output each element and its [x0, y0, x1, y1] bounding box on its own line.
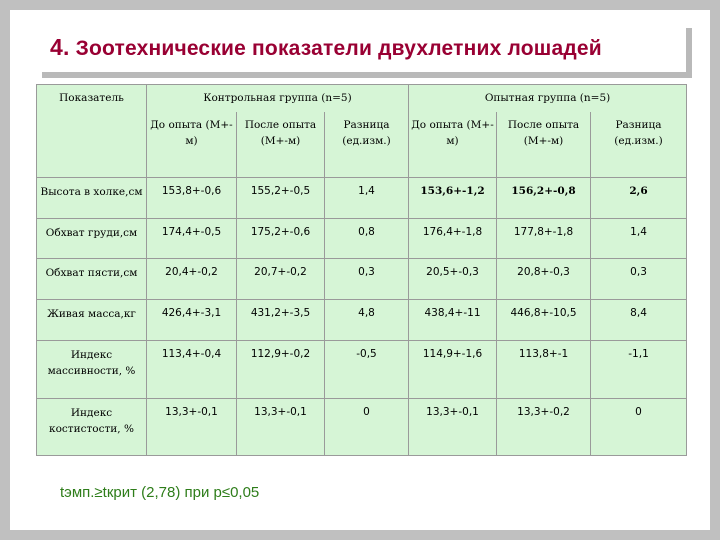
- table-cell: 13,3+-0,2: [497, 398, 591, 455]
- table-cell: 8,4: [591, 300, 687, 341]
- subheader-cell: Разница (ед.изм.): [591, 112, 687, 178]
- header-test-group: Опытная группа (n=5): [409, 85, 687, 112]
- subheader-cell: До опыта (М+-м): [147, 112, 237, 178]
- table-cell: 153,8+-0,6: [147, 177, 237, 218]
- table-cell: 1,4: [325, 177, 409, 218]
- subheader-cell: После опыта (М+-м): [497, 112, 591, 178]
- table-cell: 446,8+-10,5: [497, 300, 591, 341]
- table-cell: 2,6: [591, 177, 687, 218]
- table-cell: 0,3: [325, 259, 409, 300]
- table-row: [37, 218, 687, 259]
- header-indicator: Показатель: [37, 85, 147, 178]
- table-row: [37, 300, 687, 341]
- table-cell: 113,8+-1: [497, 341, 591, 398]
- table-cell: 20,7+-0,2: [237, 259, 325, 300]
- header-control-group: Контрольная группа (n=5): [147, 85, 409, 112]
- table-cell: 0: [591, 398, 687, 455]
- data-table: [36, 84, 687, 456]
- table-cell: 438,4+-11: [409, 300, 497, 341]
- table-cell: 1,4: [591, 218, 687, 259]
- table-row: [37, 341, 687, 398]
- slide-title: [36, 34, 602, 61]
- table-cell: 153,6+-1,2: [409, 177, 497, 218]
- table-cell: 174,4+-0,5: [147, 218, 237, 259]
- significance-footnote: tэмп.≥tкрит (2,78) при p≤0,05: [60, 484, 260, 501]
- table-cell: 13,3+-0,1: [409, 398, 497, 455]
- table-cell: 177,8+-1,8: [497, 218, 591, 259]
- row-label: Обхват груди,см: [37, 218, 147, 259]
- table-cell: 176,4+-1,8: [409, 218, 497, 259]
- subheader-cell: После опыта (М+-м): [237, 112, 325, 178]
- table-cell: 20,8+-0,3: [497, 259, 591, 300]
- table-cell: -0,5: [325, 341, 409, 398]
- table-cell: 156,2+-0,8: [497, 177, 591, 218]
- table-cell: 4,8: [325, 300, 409, 341]
- table-row: [37, 259, 687, 300]
- table-cell: 0,8: [325, 218, 409, 259]
- table-cell: 431,2+-3,5: [237, 300, 325, 341]
- table-row: [37, 398, 687, 455]
- table-cell: 20,5+-0,3: [409, 259, 497, 300]
- table-row: [37, 177, 687, 218]
- title-text: Зоотехнические показатели двухлетних лошадей: [75, 36, 602, 60]
- table-cell: 155,2+-0,5: [237, 177, 325, 218]
- title-box: [36, 22, 686, 72]
- table-cell: 0: [325, 398, 409, 455]
- row-label: Индекс массивности, %: [37, 341, 147, 398]
- table-cell: 13,3+-0,1: [147, 398, 237, 455]
- table-cell: 20,4+-0,2: [147, 259, 237, 300]
- table-cell: 114,9+-1,6: [409, 341, 497, 398]
- header-row: [37, 85, 687, 112]
- table-cell: 112,9+-0,2: [237, 341, 325, 398]
- table-cell: 0,3: [591, 259, 687, 300]
- table-cell: 426,4+-3,1: [147, 300, 237, 341]
- subheader-cell: До опыта (М+-м): [409, 112, 497, 178]
- row-label: Высота в холке,см: [37, 177, 147, 218]
- title-number: 4.: [50, 33, 70, 60]
- table-cell: 13,3+-0,1: [237, 398, 325, 455]
- table-cell: -1,1: [591, 341, 687, 398]
- table-cell: 175,2+-0,6: [237, 218, 325, 259]
- subheader-cell: Разница (ед.изм.): [325, 112, 409, 178]
- row-label: Обхват пясти,см: [37, 259, 147, 300]
- row-label: Живая масса,кг: [37, 300, 147, 341]
- table-cell: 113,4+-0,4: [147, 341, 237, 398]
- row-label: Индекс костистости, %: [37, 398, 147, 455]
